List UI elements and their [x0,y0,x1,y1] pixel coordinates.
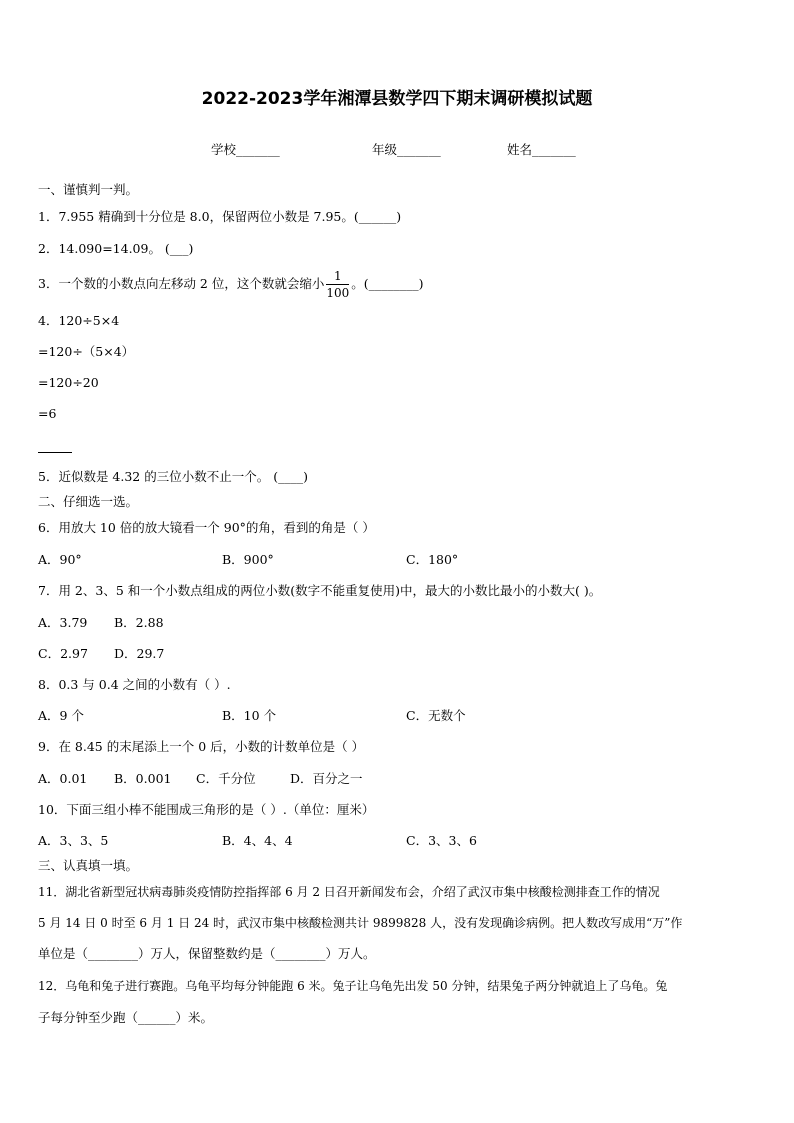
section-heading-choose: 二、仔细选一选。 [38,494,139,509]
option-6b[interactable]: B．900° [222,552,274,567]
question-3-text: 3．一个数的小数点向左移动 2 位，这个数就会缩小 [38,276,325,291]
question-1: 1．7.955 精确到十分位是 8.0，保留两位小数是 7.95。(______) [38,209,402,224]
question-12-line-2: 子每分钟至少跑（______）米。 [38,1010,214,1025]
question-4-line-1: 4．120÷5×4 [38,313,120,328]
question-3 [38,266,424,302]
page-title: 2022-2023学年湘潭县数学四下期末调研模拟试题 [201,89,593,109]
fraction-denominator: 100 [326,286,350,300]
question-11-line-2: 5 月 14 日 0 时至 6 月 1 日 24 时，武汉市集中核酸检测共计 9899828 人，没有发现确诊病例。把人数改写成用“万”作 [38,916,683,930]
option-8b[interactable]: B．10 个 [222,708,277,723]
question-8: 8．0.3 与 0.4 之间的小数有（ ）. [38,677,231,692]
option-10c[interactable]: C．3、3、6 [406,833,477,848]
option-9b[interactable]: B．0.001 [114,771,172,786]
question-10: 10．下面三组小棒不能围成三角形的是（ ）.（单位：厘米） [38,802,375,817]
name-field[interactable]: 姓名_______ [507,142,576,157]
question-11-line-3: 单位是（________）万人，保留整数约是（________）万人。 [38,946,376,961]
option-8c[interactable]: C．无数个 [406,708,466,723]
answer-blank-line[interactable] [38,452,72,453]
option-7b[interactable]: B．2.88 [114,615,164,630]
question-4-line-2: =120÷（5×4） [38,344,135,359]
question-11-line-1: 11．湖北省新型冠状病毒肺炎疫情防控指挥部 6 月 2 日召开新闻发布会，介绍了武汉市集中核酸检测排查工作的情况 [38,885,660,899]
fraction [326,269,349,300]
question-5: 5．近似数是 4.32 的三位小数不止一个。 (____) [38,469,308,484]
question-4-line-3: =120÷20 [38,375,99,390]
option-6a[interactable]: A．90° [38,552,82,567]
school-field[interactable]: 学校_______ [211,142,280,157]
fraction-numerator: 1 [326,269,349,285]
question-7: 7．用 2、3、5 和一个小数点组成的两位小数(数字不能重复使用)中，最大的小数比最小的小数大( )。 [38,583,602,598]
section-heading-fill: 三、认真填一填。 [38,858,139,873]
option-8a[interactable]: A．9 个 [38,708,84,723]
option-7c[interactable]: C．2.97 [38,646,88,661]
question-12-line-1: 12．乌龟和兔子进行赛跑。乌龟平均每分钟能跑 6 米。兔子让乌龟先出发 50 分钟，结果兔子两分钟就追上了乌龟。兔 [38,979,668,993]
option-6c[interactable]: C．180° [406,552,459,567]
question-2: 2．14.090=14.09。 (___) [38,241,194,256]
question-3-blank: 。(________) [351,276,424,291]
question-4-line-4: =6 [38,406,57,421]
option-7d[interactable]: D．29.7 [114,646,165,661]
option-9c[interactable]: C．千分位 [196,771,256,786]
option-10b[interactable]: B．4、4、4 [222,833,293,848]
option-10a[interactable]: A．3、3、5 [38,833,109,848]
grade-field[interactable]: 年级_______ [372,142,441,157]
option-7a[interactable]: A．3.79 [38,615,88,630]
question-6: 6．用放大 10 倍的放大镜看一个 90°的角，看到的角是（ ） [38,520,375,535]
question-9: 9．在 8.45 的末尾添上一个 0 后，小数的计数单位是（ ） [38,739,365,754]
section-heading-judge: 一、谨慎判一判。 [38,182,139,197]
option-9d[interactable]: D．百分之一 [290,771,363,786]
option-9a[interactable]: A．0.01 [38,771,88,786]
